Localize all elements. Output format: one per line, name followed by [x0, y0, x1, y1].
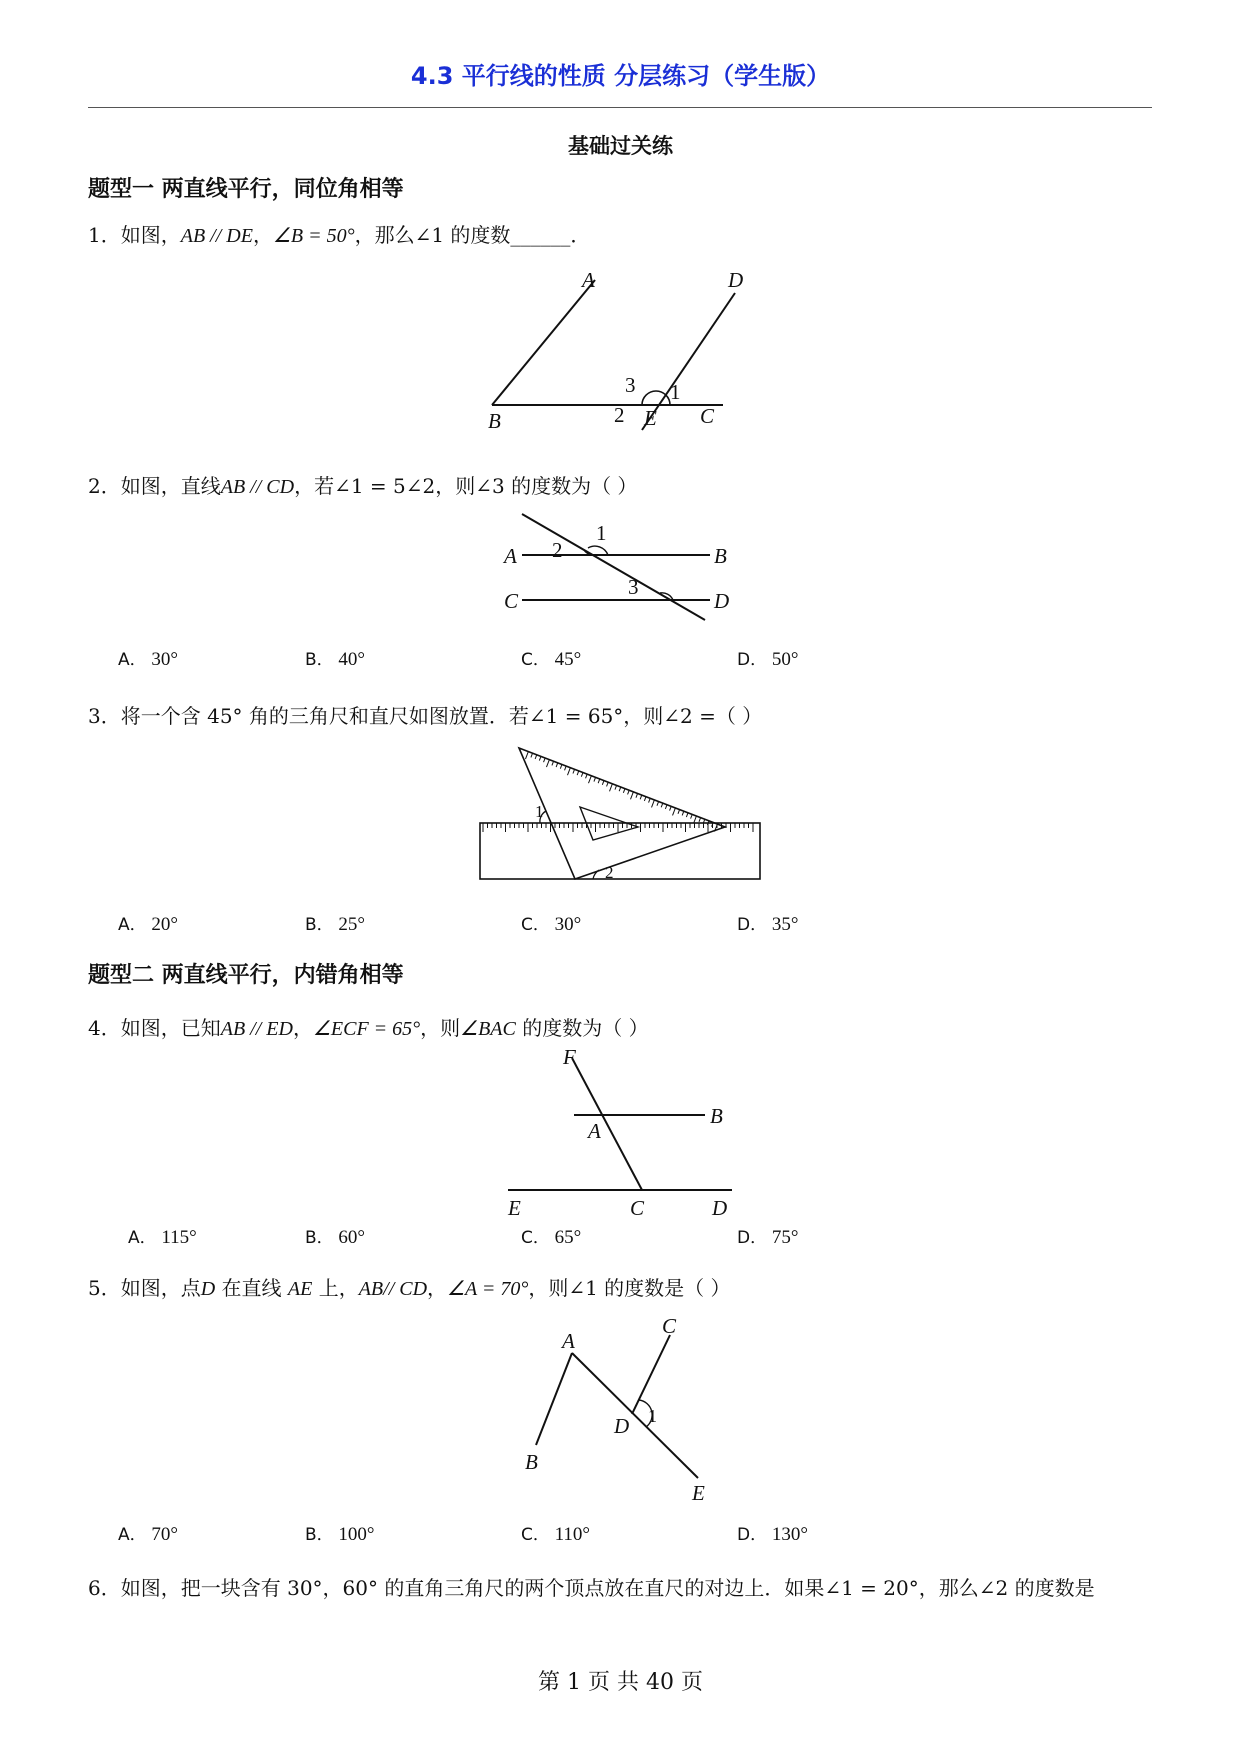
math-expr: AB // CD: [220, 476, 295, 498]
question-text: ，则∠1 的度数是（ ）: [528, 1276, 731, 1300]
question-text: ，那么∠1 的度数______．: [354, 223, 591, 247]
option-b[interactable]: [305, 645, 365, 671]
option-c[interactable]: [521, 1520, 590, 1546]
option-value: 60°: [338, 1227, 366, 1248]
figure-q5: [520, 1314, 720, 1505]
label-d: D: [728, 268, 744, 292]
label-e: E: [644, 406, 657, 430]
option-a[interactable]: [118, 910, 178, 936]
option-value: 25°: [338, 914, 366, 935]
option-value: 70°: [151, 1524, 178, 1545]
question-text: ，: [252, 223, 273, 247]
question-3: [88, 700, 762, 729]
math-expr: AE: [287, 1278, 313, 1300]
label-d: D: [712, 1196, 728, 1220]
label-a: A: [562, 1329, 575, 1353]
figure-q2: [500, 510, 740, 630]
question-text: 如图，直线: [120, 474, 221, 498]
math-expr: ∠B = 50°: [272, 225, 355, 247]
option-label: B．: [305, 650, 334, 670]
page-title: 4.3 平行线的性质 分层练习（学生版）: [410, 62, 831, 90]
label-e: E: [508, 1196, 521, 1220]
option-d[interactable]: [737, 1520, 808, 1546]
label-b: B: [488, 409, 501, 433]
question-text: 如图，点: [120, 1276, 201, 1300]
question-text: 如图，把一块含有 30°，60° 的直角三角尺的两个顶点放在直尺的对边上．如果∠1 = 20°，那么∠2 的度数是: [120, 1576, 1095, 1600]
label-a: A: [588, 1119, 601, 1143]
option-label: A．: [118, 650, 147, 670]
question-5: [88, 1272, 731, 1301]
question-text: 如图，: [120, 223, 181, 247]
ruler: [480, 823, 760, 879]
line-ae: [572, 1353, 698, 1478]
option-label: B．: [305, 915, 334, 935]
angle-arc: [642, 391, 670, 405]
angle-label-1: 1: [670, 380, 681, 404]
label-c: C: [504, 589, 519, 613]
option-c[interactable]: [521, 910, 581, 936]
line-ab: [492, 280, 595, 405]
label-c: C: [630, 1196, 645, 1220]
option-value: 50°: [771, 649, 799, 670]
question-text: 在直线: [215, 1276, 288, 1300]
option-value: 40°: [338, 649, 366, 670]
question-text: ，: [427, 1276, 448, 1300]
option-label: C．: [521, 650, 550, 670]
question-number: 4．: [88, 1016, 121, 1040]
option-b[interactable]: [305, 1223, 365, 1249]
label-d: D: [714, 589, 730, 613]
option-value: 35°: [771, 914, 799, 935]
question-number: 1．: [88, 223, 121, 247]
option-b[interactable]: [305, 1520, 375, 1546]
question-1: [88, 219, 590, 248]
header-divider: [88, 107, 1152, 108]
option-value: 30°: [151, 649, 178, 670]
math-expr: D: [200, 1278, 216, 1300]
question-text: ，则: [420, 1016, 461, 1040]
option-label: C．: [521, 915, 550, 935]
page-footer: 第 1 页 共 40 页: [538, 1670, 703, 1695]
angle-label-2: 2: [614, 403, 625, 427]
question-text: 如图，已知: [120, 1016, 221, 1040]
label-d: D: [614, 1414, 630, 1438]
option-label: A．: [128, 1228, 157, 1248]
option-label: C．: [521, 1228, 550, 1248]
label-c: C: [700, 404, 715, 428]
math-expr: ∠A = 70°: [447, 1278, 529, 1300]
question-number: 6．: [88, 1576, 121, 1600]
option-label: B．: [305, 1228, 334, 1248]
math-expr: ∠BAC: [460, 1018, 516, 1040]
angle-label-3: 3: [628, 575, 639, 599]
question-text: ，: [292, 1016, 313, 1040]
option-value: 115°: [161, 1227, 197, 1248]
angle-label-1: 1: [596, 521, 607, 545]
option-c[interactable]: [521, 645, 581, 671]
option-label: D．: [737, 1228, 768, 1248]
option-value: 75°: [771, 1227, 799, 1248]
option-c[interactable]: [521, 1223, 581, 1249]
option-a[interactable]: [118, 1520, 178, 1546]
option-label: D．: [737, 915, 768, 935]
option-value: 65°: [554, 1227, 582, 1248]
angle-label-1: 1: [648, 1406, 657, 1426]
question-number: 3．: [88, 704, 121, 728]
math-expr: AB// CD: [358, 1278, 428, 1300]
label-a: A: [504, 544, 517, 568]
line-ab: [536, 1353, 572, 1445]
option-a[interactable]: [118, 645, 178, 671]
question-6: [88, 1572, 1095, 1601]
figure-q4: [500, 1045, 740, 1220]
option-label: D．: [737, 650, 768, 670]
label-b: B: [525, 1450, 538, 1474]
angle-label-1: 1: [535, 802, 544, 821]
option-b[interactable]: [305, 910, 365, 936]
option-label: B．: [305, 1525, 334, 1545]
question-number: 2．: [88, 474, 121, 498]
option-a[interactable]: [128, 1223, 197, 1249]
label-a: A: [582, 268, 595, 292]
option-label: A．: [118, 1525, 147, 1545]
question-4: [88, 1012, 649, 1041]
option-d[interactable]: [737, 910, 798, 936]
math-expr: AB // ED: [220, 1018, 293, 1040]
question-text: 的度数为（ ）: [515, 1016, 649, 1040]
section-subtitle: 基础过关练: [568, 134, 673, 158]
label-c: C: [662, 1314, 677, 1338]
option-value: 20°: [151, 914, 178, 935]
label-f: F: [563, 1045, 576, 1069]
set-square: [519, 748, 725, 879]
line-dc: [632, 1335, 670, 1414]
section-heading-1: 题型一 两直线平行，同位角相等: [88, 177, 404, 202]
question-2: [88, 470, 637, 499]
question-text: ，若∠1 = 5∠2，则∠3 的度数为（ ）: [294, 474, 638, 498]
angle-arc-3: [660, 593, 673, 600]
question-text: 将一个含 45° 角的三角尺和直尺如图放置．若∠1 = 65°，则∠2 =（ ）: [120, 704, 763, 728]
option-label: D．: [737, 1525, 768, 1545]
label-e: E: [692, 1481, 705, 1505]
option-label: C．: [521, 1525, 550, 1545]
label-b: B: [714, 544, 727, 568]
option-value: 45°: [554, 649, 582, 670]
angle-label-2: 2: [552, 538, 563, 562]
figure-q1: [480, 265, 744, 435]
option-label: A．: [118, 915, 147, 935]
option-value: 130°: [771, 1524, 808, 1545]
angle-label-2: 2: [605, 863, 614, 882]
option-value: 100°: [338, 1524, 375, 1545]
option-value: 30°: [554, 914, 582, 935]
math-expr: AB // DE: [180, 225, 253, 247]
line-fc: [572, 1058, 642, 1190]
figure-q3: [475, 745, 765, 885]
transversal: [522, 514, 705, 620]
option-d[interactable]: [737, 645, 798, 671]
label-b: B: [710, 1104, 723, 1128]
angle-label-3: 3: [625, 373, 636, 397]
option-value: 110°: [554, 1524, 591, 1545]
section-heading-2: 题型二 两直线平行，内错角相等: [88, 963, 404, 988]
question-text: 上，: [312, 1276, 359, 1300]
question-number: 5．: [88, 1276, 121, 1300]
set-square-ticks: [525, 752, 717, 832]
math-expr: ∠ECF = 65°: [312, 1018, 421, 1040]
option-d[interactable]: [737, 1223, 798, 1249]
